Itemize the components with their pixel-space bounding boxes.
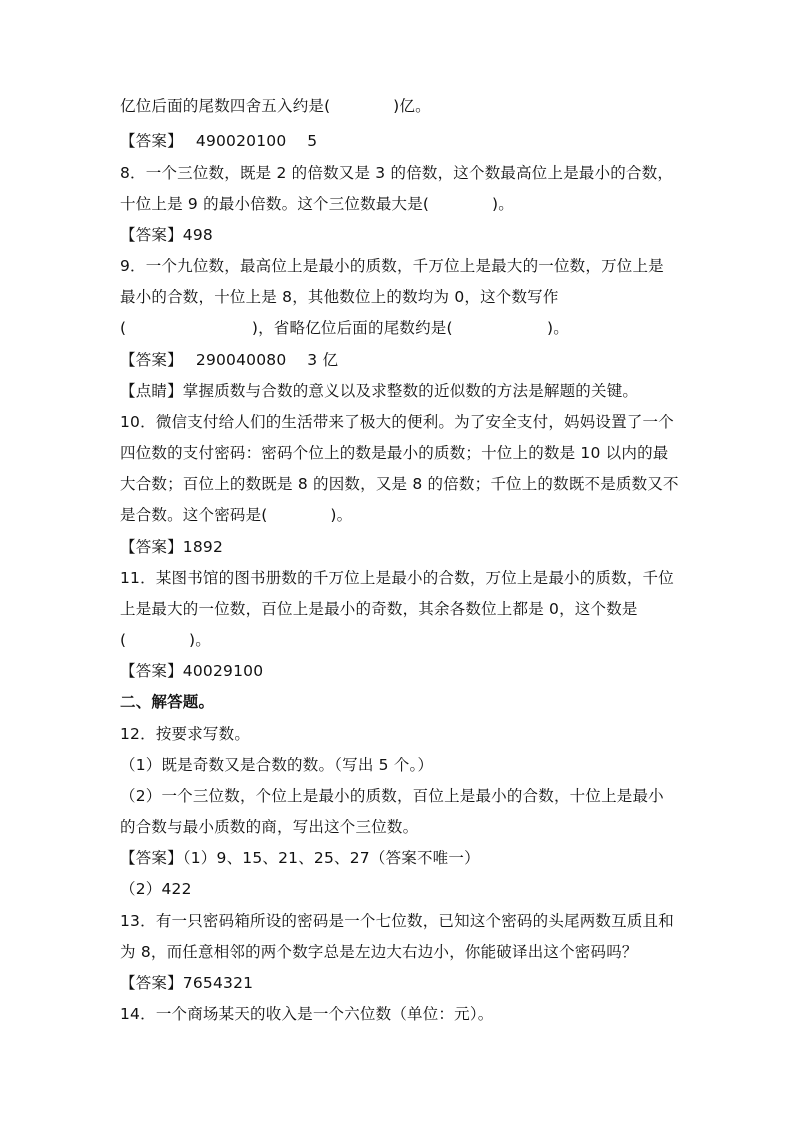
answer-10: 【答案】1892 bbox=[120, 538, 224, 556]
question-11-line-2: 上是最大的一位数，百位上是最小的奇数，其余各数位上都是 0，这个数是 bbox=[120, 600, 638, 618]
answer-9: 【答案】 290040080 3 亿 bbox=[120, 351, 339, 369]
question-7-continuation: 亿位后面的尾数四舍五入约是( )亿。 bbox=[120, 97, 431, 115]
answer-8: 【答案】498 bbox=[120, 226, 213, 244]
answer-13: 【答案】7654321 bbox=[120, 974, 254, 992]
question-8-line-2: 十位上是 9 的最小倍数。这个三位数最大是( )。 bbox=[120, 195, 514, 213]
question-14-line-1: 14．一个商场某天的收入是一个六位数（单位：元）。 bbox=[120, 1005, 494, 1023]
question-10-line-3: 大合数；百位上的数既是 8 的因数，又是 8 的倍数；千位上的数既不是质数又不 bbox=[120, 475, 679, 493]
question-9-line-3: ( )，省略亿位后面的尾数约是( )。 bbox=[120, 319, 569, 337]
question-13-line-1: 13．有一只密码箱所设的密码是一个七位数，已知这个密码的头尾两数互质且和 bbox=[120, 912, 674, 930]
question-12-part-1: （1）既是奇数又是合数的数。（写出 5 个。） bbox=[120, 756, 434, 774]
section-heading: 二、解答题。 bbox=[120, 693, 215, 711]
question-10-line-4: 是合数。这个密码是( )。 bbox=[120, 506, 353, 524]
question-11-line-3: ( )。 bbox=[120, 631, 211, 649]
answer-7: 【答案】 490020100 5 bbox=[120, 132, 318, 150]
question-8-line-1: 8．一个三位数，既是 2 的倍数又是 3 的倍数，这个数最高位上是最小的合数， bbox=[120, 164, 674, 182]
question-12-part-2-line-2: 的合数与最小质数的商，写出这个三位数。 bbox=[120, 818, 419, 836]
answer-12-part-2: （2）422 bbox=[120, 880, 192, 898]
question-10-line-2: 四位数的支付密码：密码个位上的数是最小的质数；十位上的数是 10 以内的最 bbox=[120, 444, 669, 462]
answer-11: 【答案】40029100 bbox=[120, 662, 264, 680]
answer-12-part-1: 【答案】（1）9、15、21、25、27（答案不唯一） bbox=[120, 849, 480, 867]
question-11-line-1: 11．某图书馆的图书册数的千万位上是最小的合数，万位上是最小的质数，千位 bbox=[120, 569, 674, 587]
question-12-part-2-line-1: （2）一个三位数，个位上是最小的质数，百位上是最小的合数，十位上是最小 bbox=[120, 787, 664, 805]
question-13-line-2: 为 8，而任意相邻的两个数字总是左边大右边小，你能破译出这个密码吗？ bbox=[120, 943, 638, 961]
question-10-line-1: 10．微信支付给人们的生活带来了极大的便利。为了安全支付，妈妈设置了一个 bbox=[120, 413, 674, 431]
question-9-line-1: 9．一个九位数，最高位上是最小的质数，千万位上是最大的一位数，万位上是 bbox=[120, 257, 664, 275]
question-9-line-2: 最小的合数，十位上是 8，其他数位上的数均为 0，这个数写作 bbox=[120, 288, 559, 306]
tip-9: 【点睛】掌握质数与合数的意义以及求整数的近似数的方法是解题的关键。 bbox=[120, 382, 639, 400]
question-12-title: 12．按要求写数。 bbox=[120, 725, 251, 743]
